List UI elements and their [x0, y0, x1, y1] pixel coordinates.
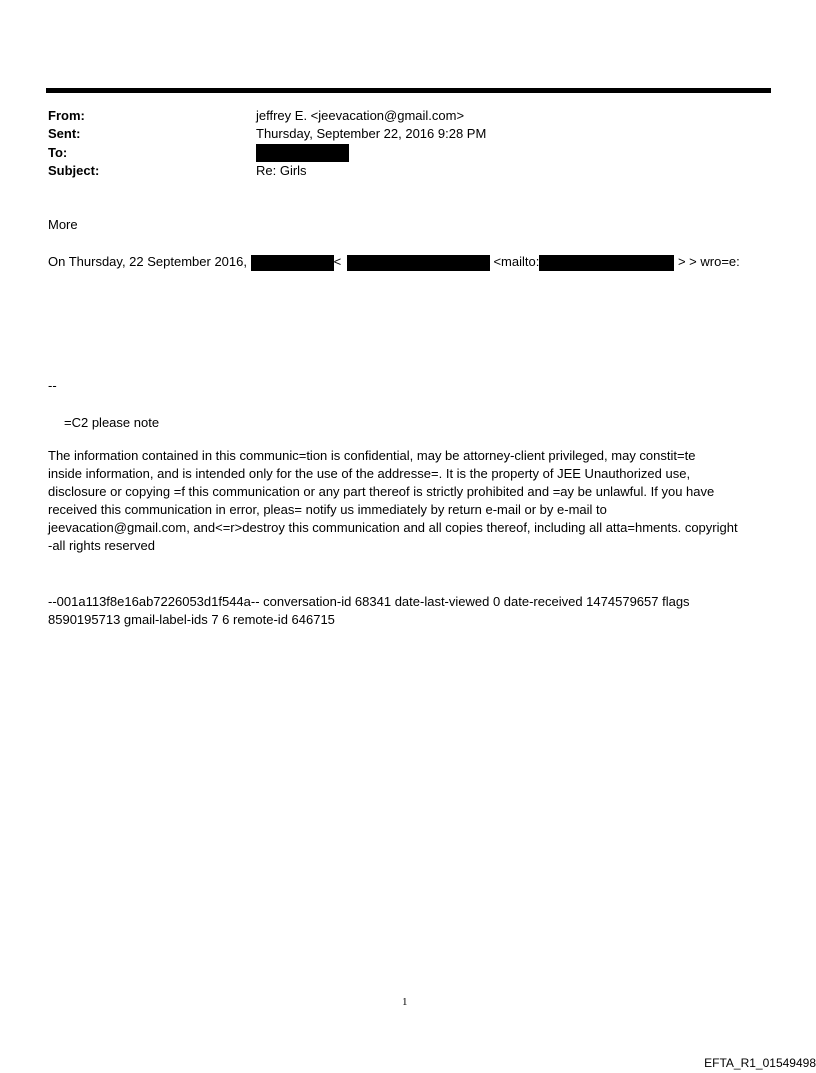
header-rule	[46, 88, 771, 93]
quote-prefix: On Thursday, 22 September 2016,	[48, 254, 247, 269]
body-more: More	[48, 217, 78, 232]
disclaimer-line: jeevacation@gmail.com, and<=r>destroy this communication and all copies thereof, including all atta=hments. copyright	[48, 520, 738, 535]
metadata-line: --001a113f8e16ab7226053d1f544a-- conversation-id 68341 date-last-viewed 0 date-received 1474579657 flags	[48, 594, 690, 609]
to-label: To:	[48, 145, 68, 160]
please-note: =C2 please note	[64, 415, 160, 430]
subject-label: Subject:	[48, 163, 100, 178]
to-value	[256, 145, 349, 162]
disclaimer-line: inside information, and is intended only for the use of the addresse=. It is the property of JEE Unauthorized use,	[48, 466, 691, 481]
quote-mailto: <mailto:	[493, 254, 540, 269]
redaction-box	[256, 144, 349, 162]
disclaimer-line: -all rights reserved	[48, 538, 155, 553]
from-value: jeffrey E. <jeevacation@gmail.com>	[256, 108, 465, 123]
page-number: 1	[402, 996, 408, 1008]
redaction-box	[251, 255, 334, 271]
quote-lt: <	[333, 254, 342, 269]
from-label: From:	[48, 108, 85, 123]
quote-line	[48, 253, 740, 271]
metadata-paragraph	[48, 593, 773, 629]
disclaimer-line: disclosure or copying =f this communication or any part thereof is strictly prohibited and =ay be unlawful. If you have	[48, 484, 715, 499]
document-id: EFTA_R1_01549498	[704, 1056, 816, 1070]
quote-suffix: > > wro=e:	[677, 254, 740, 269]
metadata-line: 8590195713 gmail-label-ids 7 6 remote-id 646715	[48, 612, 335, 627]
disclaimer-line: received this communication in error, pleas= notify us immediately by return e-mail or by e-mail to	[48, 502, 607, 517]
disclaimer-paragraph	[48, 447, 773, 555]
sent-label: Sent:	[48, 126, 81, 141]
redaction-box	[539, 255, 674, 271]
signature-dashes: --	[48, 378, 57, 393]
subject-value: Re: Girls	[256, 163, 307, 178]
redaction-box	[347, 255, 490, 271]
disclaimer-line: The information contained in this communic=tion is confidential, may be attorney-client privileged, may constit=te	[48, 448, 696, 463]
sent-value: Thursday, September 22, 2016 9:28 PM	[256, 126, 487, 141]
